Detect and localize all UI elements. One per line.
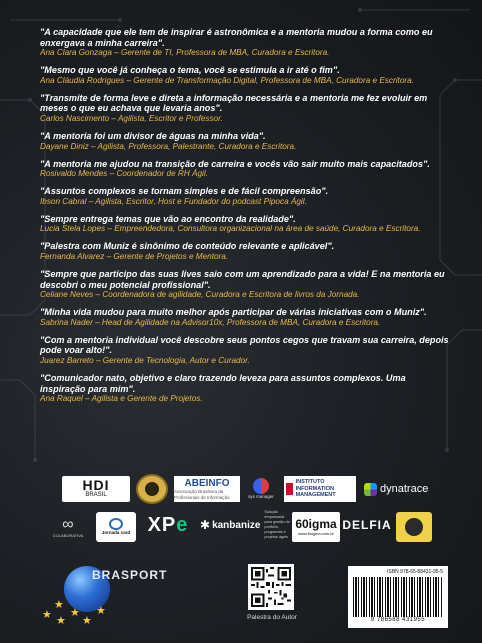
hdi-brasil-logo xyxy=(62,476,130,502)
seal-icon xyxy=(145,482,159,496)
qr-code-icon xyxy=(251,567,291,607)
isbn-barcode xyxy=(348,566,448,628)
hdi-logo-text: HDI xyxy=(82,477,110,493)
iim-square-icon xyxy=(286,483,293,495)
dynatrace-icon xyxy=(364,483,377,496)
testimonial-author: Rosivaldo Mendes – Coordenador de RH Ágil. xyxy=(40,169,208,179)
testimonial-quote: "A capacidade que ele tem de inspirar é astronômica e a mentoria mudou a forma como eu enxergava a minha carreira". xyxy=(40,27,433,48)
sys-manager-logo xyxy=(244,474,278,504)
xpe-logo-xp: XP xyxy=(147,513,177,536)
abeinfo-logo xyxy=(174,476,240,502)
star-icon: ★ xyxy=(70,607,80,619)
testimonial-author: Ana Clara Gonzaga – Gerente de TI, Professora de MBA, Curadora e Escritora. xyxy=(40,48,330,58)
testimonial-quote: "Mesmo que você já conheça o tema, você se estimula a ir até o fim". xyxy=(40,65,340,76)
publisher-name: BRASPORT xyxy=(92,568,168,582)
jornada-text: Jornada card xyxy=(101,530,131,535)
testimonial-quote: "Sempre entrega temas que vão ao encontro da realidade". xyxy=(40,213,296,224)
infinity-icon: ∞ xyxy=(62,515,74,533)
star-icon: ★ xyxy=(96,605,106,617)
sys-manager-text: sys manager xyxy=(248,494,274,499)
testimonial-quote: "Palestra com Muniz é sinônimo de conteúdo relevante e aplicável". xyxy=(40,241,335,252)
testimonial-author: Celiane Neves – Coordenadora de agilidade, Curadora e Escritora de livros da Jornada. xyxy=(40,290,360,300)
isbn-number: ISBN 978-65-88431-95-5 xyxy=(387,569,443,575)
testimonial xyxy=(40,159,450,180)
jornada-icon xyxy=(109,518,123,530)
testimonial-author: Ibson Cabral – Agilista, Escritor, Host e Fundador do podcast Pipoca Ágil. xyxy=(40,196,307,206)
testimonial-quote: "Sempre que participo das suas lives saio com um aprendizado para a vida! E na mentoria eu descobri o meu potencial profissional". xyxy=(40,268,445,290)
star-icon: ★ xyxy=(82,615,92,627)
delfia-logo-text: DELFIA xyxy=(342,518,392,532)
sys-manager-icon xyxy=(253,478,269,494)
testimonial-author: Lucia Stela Lopes – Empreendedora, Consultora organizacional na área de saúde, Curadora e Escritora. xyxy=(40,224,421,234)
testimonial-author: Juarez Barreto – Gerente de Tecnologia, Autor e Curador. xyxy=(40,355,250,365)
ean-number: 9 786588 431955 xyxy=(370,617,426,623)
testimonial-quote: "Transmite de forma leve e direta a informação necessária e a mentoria me fez evoluir em meses o que eu achava que levaria anos". xyxy=(40,92,428,114)
testimonial-quote: "Comunicador nato, objetivo e claro trazendo leveza para assuntos complexos. Uma inspiração para mim". xyxy=(40,372,406,394)
sponsor-logos xyxy=(24,472,466,547)
star-icon: ★ xyxy=(54,599,64,611)
star-icon: ★ xyxy=(56,615,66,627)
abeinfo-logo-text: ABEINFO xyxy=(184,477,230,489)
colaborativa-text: COLABORATIVA xyxy=(52,532,84,538)
jornada-logo xyxy=(96,512,136,542)
qr-code[interactable] xyxy=(248,564,294,610)
kanbanize-logo xyxy=(200,512,290,538)
testimonial-author: Carlos Nascimento – Agilista, Escritor e Professor. xyxy=(40,113,223,123)
dynatrace-logo xyxy=(364,476,448,502)
testimonial-quote: "Minha vida mudou para muito melhor após participar de várias iniciativas com o Muniz". xyxy=(40,307,427,318)
xpe-logo-e: e xyxy=(176,513,189,536)
kanbanize-logo-text: kanbanize xyxy=(212,519,261,531)
information-management-logo xyxy=(284,476,356,502)
testimonial-author: Ana Cláudia Rodrigues – Gerente de Transformação Digital, Professora de MBA, Curadora e Escritora. xyxy=(40,75,414,85)
testimonial xyxy=(40,27,450,58)
testimonial xyxy=(40,269,450,300)
xpe-logo xyxy=(140,512,196,538)
colaborativa-logo xyxy=(42,512,94,542)
delfia-logo xyxy=(344,512,390,538)
testimonials-list xyxy=(40,27,450,411)
testimonial xyxy=(40,186,450,207)
hdi-logo-subtext: BRASIL xyxy=(85,492,107,498)
testimonial-author: Dayane Diniz – Agilista, Professora, Palestrante, Curadora e Escritora. xyxy=(40,141,297,151)
testimonial-quote: "Com a mentoria individual você descobre seus pontos cegos que travam sua carreira, depois pode voar alto!". xyxy=(40,334,449,356)
abeinfo-logo-subtext: Associação Brasileira de Profissionais de Informação xyxy=(174,488,230,500)
testimonial-quote: "Assuntos complexos se tornam simples e de fácil compreensão". xyxy=(40,186,329,197)
dynatrace-logo-text: dynatrace xyxy=(380,483,429,495)
star-icon: ★ xyxy=(42,609,52,621)
kanbanize-subtext: Solução empresarial para gestão de portfólio, programas e projetos ágeis xyxy=(264,510,290,539)
testimonial xyxy=(40,373,450,404)
testimonial-author: Fernanda Alvarez – Gerente de Projetos e Mentora. xyxy=(40,251,229,261)
podcast-icon xyxy=(405,518,423,536)
testimonial xyxy=(40,214,450,235)
xpe-logo-text xyxy=(148,514,189,537)
publisher-logo xyxy=(42,562,168,632)
testimonial xyxy=(40,241,450,262)
testimonial xyxy=(40,335,450,366)
testimonial-quote: "A mentoria foi um divisor de águas na minha vida". xyxy=(40,130,266,141)
six-sigma-url: www.6sigma.com.br xyxy=(298,531,334,536)
podcast-logo xyxy=(396,512,432,542)
testimonial xyxy=(40,131,450,152)
six-sigma-logo xyxy=(292,512,340,542)
testimonial xyxy=(40,65,450,86)
six-sigma-text: 60igma xyxy=(295,517,337,531)
barcode-bars xyxy=(353,577,443,617)
qr-code-label: Palestra do Autor xyxy=(247,614,297,621)
testimonial xyxy=(40,307,450,328)
iim-logo-text: INSTITUTO INFORMATION MANAGEMENT xyxy=(295,479,336,499)
testimonial xyxy=(40,93,450,124)
testimonial-quote: "A mentoria me ajudou na transição de carreira e vocês vão sair muito mais capacitados". xyxy=(40,158,430,169)
seal-logo xyxy=(136,474,168,504)
kanbanize-icon: ✱ xyxy=(200,518,211,532)
testimonial-author: Sabrina Nader – Head de Agilidade na Advisor10x, Professora de MBA, Curadora e Escritora. xyxy=(40,317,381,327)
testimonial-author: Ana Raquel – Agilista e Gerente de Projetos. xyxy=(40,394,203,404)
